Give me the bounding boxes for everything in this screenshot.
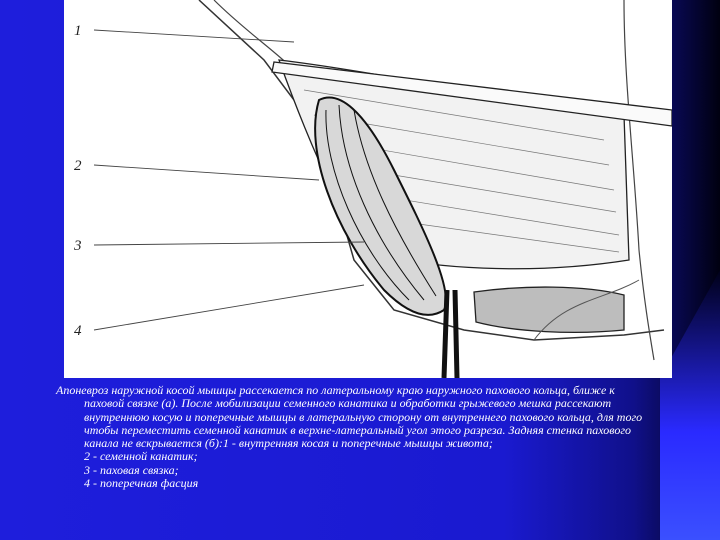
marker-2: 2 <box>74 158 82 174</box>
figure-caption <box>56 384 656 490</box>
marker-4: 4 <box>74 323 82 339</box>
legend-item-3: 3 - паховая связка; <box>84 462 179 477</box>
anatomical-illustration <box>64 0 672 378</box>
cord-holder <box>444 290 457 378</box>
legend-item-4: 4 - поперечная фасция <box>84 476 199 491</box>
legend-item-2: 2 - семенной канатик; <box>84 449 198 464</box>
skin-edge <box>214 0 294 70</box>
incision-edge-right <box>624 0 654 360</box>
inguinal-ligament <box>474 287 624 332</box>
caption-main-text: Апоневроз наружной косой мышцы рассекается по латеральному краю наружного пахового кольца, ближе к паховой связке (а). После мобилизации семенного канатика и обработки грыжевого мешка рассекают внутреннюю косую и поперечные мышцы в латеральную сторону от внутреннего пахового кольца, для того чтобы переместить семенной канатик в верхне-латеральный угол этого разреза. Задняя стенка пахового канала не вскрывается (б):1 - внутренняя косая и поперечные мышцы живота; <box>56 383 643 451</box>
marker-3: 3 <box>74 238 82 254</box>
inguinal-canal-drawing <box>64 0 672 378</box>
marker-1: 1 <box>74 23 82 39</box>
